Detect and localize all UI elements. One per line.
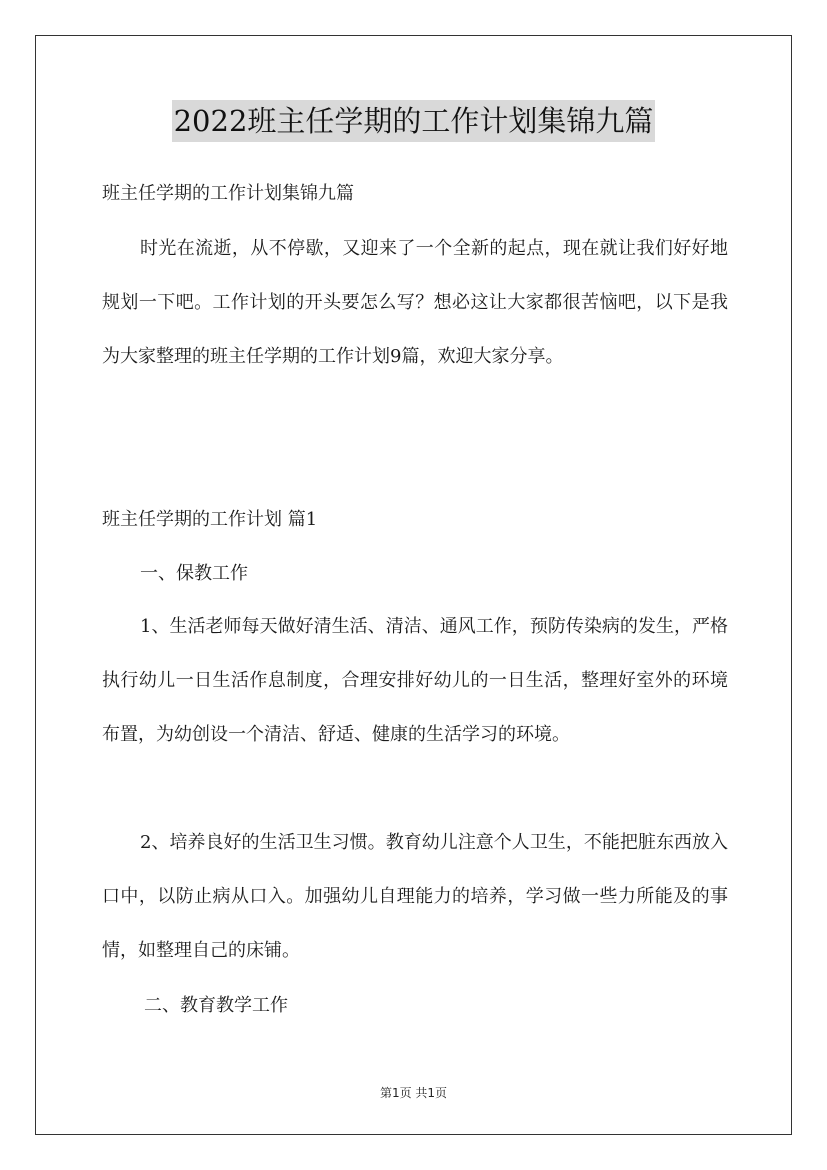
document-subtitle: 班主任学期的工作计划集锦九篇	[102, 183, 354, 204]
section-heading: 班主任学期的工作计划 篇1	[102, 509, 318, 530]
part-heading-1: 一、保教工作	[140, 563, 248, 584]
part-heading-2: 二、教育教学工作	[144, 995, 288, 1016]
intro-paragraph: 时光在流逝，从不停歇，又迎来了一个全新的起点，现在就让我们好好地规划一下吧。工作计划的开头要怎么写？想必这让大家都很苦恼吧，以下是我为大家整理的班主任学期的工作计划9篇，欢迎大家分享。	[102, 238, 728, 367]
page-footer: 第1页 共1页	[379, 1086, 448, 1100]
title-container	[0, 100, 827, 142]
item-paragraph-2: 2、培养良好的生活卫生习惯。教育幼儿注意个人卫生，不能把脏东西放入口中，以防止病从口入。加强幼儿自理能力的培养，学习做一些力所能及的事情，如整理自己的床铺。	[102, 832, 728, 961]
item-paragraph-1: 1、生活老师每天做好清生活、清洁、通风工作，预防传染病的发生，严格执行幼儿一日生活作息制度，合理安排好幼儿的一日生活，整理好室外的环境布置，为幼创设一个清洁、舒适、健康的生活学习的环境。	[102, 616, 728, 745]
document-title: 2022班主任学期的工作计划集锦九篇	[172, 100, 656, 142]
